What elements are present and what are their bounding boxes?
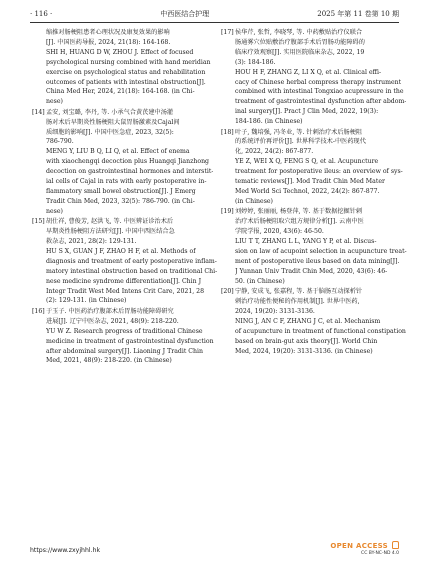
reference-line: medicine in treatment of gastrointestinal dysfunction bbox=[46, 337, 214, 345]
reference-text bbox=[46, 108, 213, 217]
reference-line: cacy of Chinese herbal compress therapy instrument bbox=[235, 78, 402, 86]
reference-number: [17] bbox=[221, 29, 234, 36]
reference-line: 2024, 19(20): 3131-3136. bbox=[235, 307, 315, 315]
reference-line: 于玉子. 中医药治疗腹部术后胃肠功能障碍研究 bbox=[46, 307, 174, 315]
reference-line: psychological nursing combined with hand meridian bbox=[46, 58, 211, 66]
reference-line: nese medicine syndrome differentiation[J]. Chin J bbox=[46, 277, 202, 285]
reference-line: 临床疗效观察[J]. 实用医院临床杂志, 2022, 19 bbox=[235, 48, 365, 56]
reference-line: 治疗术后肠梗阻取穴组方规律分析[J]. 云南中医 bbox=[235, 218, 364, 226]
reference-line: flammatory small bowel obstruction[J]. J Emerg bbox=[46, 188, 196, 195]
reference-line: Med, 2024, 19(20): 3131-3136. (in Chinese) bbox=[235, 347, 373, 355]
reference-text bbox=[235, 207, 407, 286]
reference-line: 宁静, 安成飞, 张嘉程, 等. 基于脑肠互动探析针 bbox=[235, 288, 363, 296]
reference-line: 学院学报, 2020, 43(6): 46-50. bbox=[235, 228, 324, 236]
reference-line: China Med Her, 2024, 21(18): 164-168. (in Chi- bbox=[46, 88, 195, 96]
reference-line: tematic reviews[J]. Mod Tradit Chin Med Mater bbox=[235, 178, 385, 186]
reference-line: matory intestinal obstruction based on traditional Chi- bbox=[46, 267, 218, 275]
reference-text bbox=[32, 28, 211, 107]
reference-line: (2): 129-131. (in Chinese) bbox=[46, 297, 127, 305]
reference-line: treatment of gastrointestinal dysfunction after abdom- bbox=[235, 98, 407, 106]
reference-line: after abdominal surgery[J]. Liaoning J Tradit Chin bbox=[46, 347, 203, 355]
page-number: · 116 · bbox=[30, 10, 53, 18]
reference-line: 刘婷婷, 张丽丽, 杨登萍, 等. 基于数据挖掘针刺 bbox=[235, 208, 363, 216]
reference-line: diagnosis and treatment of early postoperative inflam- bbox=[46, 257, 217, 265]
reference-text bbox=[235, 28, 406, 127]
reference-line: Med, 2021, 48(9): 218-220. (in Chinese) bbox=[46, 357, 172, 365]
reference-line: YE Z, WEI X Q, FENG S Q, et al. Acupuncture bbox=[235, 158, 379, 166]
reference-line: ment of postoperative ileus based on data mining[J]. bbox=[235, 257, 400, 265]
reference-text bbox=[235, 128, 403, 207]
reference-line: 肠对术后早期炎性肠梗阻大鼠胃肠激素及Cajal间 bbox=[46, 118, 180, 126]
reference-line: 的系统评价再评价[J]. 世界科学技术-中医药现代 bbox=[235, 138, 366, 146]
reference-line: exercise on psychological status and rehabilitation bbox=[46, 68, 206, 76]
reference-line: 侯华芹, 张哲, 李晓琴, 等. 中药敷贴治疗仪联合 bbox=[235, 29, 363, 36]
reference-text bbox=[235, 287, 406, 356]
open-access-badge bbox=[330, 541, 399, 556]
reference-line: ial cells of Cajal in rats with early postoperative in- bbox=[46, 178, 207, 186]
reference-number: [16] bbox=[32, 307, 45, 315]
journal-title: 中西医结合护理 bbox=[160, 10, 210, 18]
right-reference-column bbox=[221, 28, 407, 357]
reference-line: nese) bbox=[46, 98, 63, 106]
reference-line: decoction on gastrointestinal hormones and interstit- bbox=[46, 168, 214, 176]
reference-line: 胡仕祥, 曹俊芳, 赵洪飞, 等. 中医辨证诊治术后 bbox=[46, 218, 174, 226]
reference-line: inal surgery[J]. Pract J Clin Med, 2022, 19(3): bbox=[235, 108, 379, 116]
reference-line: 化, 2022, 24(2): 867-877. bbox=[235, 148, 314, 156]
reference-line: outcomes of patients with intestinal obstruction[J]. bbox=[46, 78, 206, 86]
reference-entry bbox=[32, 307, 214, 366]
reference-line: 786-790. bbox=[46, 138, 74, 146]
page-footer bbox=[30, 543, 399, 561]
reference-line: 孟安, 刘宝璐, 李丹, 等. 小承气合黄芪建中汤灌 bbox=[46, 108, 174, 116]
license-label: CC BY-NC-ND 4.0 bbox=[361, 551, 399, 556]
reference-line: 进展[J]. 辽宁中医杂志, 2021, 48(9): 218-220. bbox=[46, 317, 179, 325]
page-header bbox=[30, 7, 399, 21]
reference-line: Med World Sci Technol, 2022, 24(2): 867-877. bbox=[235, 188, 380, 195]
journal-url[interactable]: https://www.zxyjhhl.hk bbox=[30, 547, 101, 554]
reference-line: 50. (in Chinese) bbox=[235, 277, 285, 285]
reference-entry bbox=[32, 108, 214, 217]
reference-line: 早期炎性肠梗阻方法研究[J]. 中国中西医结合急 bbox=[46, 228, 175, 236]
reference-line: treatment for postoperative ileus: an overview of sys- bbox=[235, 168, 403, 176]
open-lock-icon bbox=[392, 541, 399, 549]
reference-line: with xiaochengqi decoction plus Huangqi Jianzhong bbox=[46, 158, 210, 166]
reference-line: HU S X, GUAN J F, ZHAO H F, et al. Methods of bbox=[46, 247, 196, 255]
reference-number: [14] bbox=[32, 108, 45, 116]
reference-line: of acupuncture in treatment of functional constipation bbox=[235, 327, 406, 335]
reference-line: 肠通雾穴位贴敷治疗腹部手术后胃肠功能障碍的 bbox=[235, 38, 365, 46]
reference-entry bbox=[221, 207, 407, 286]
reference-entry bbox=[221, 28, 407, 127]
reference-line: [J]. 中国医药导报, 2024, 21(18): 164-168. bbox=[46, 38, 171, 46]
reference-line: Integr Tradit West Med Intens Crit Care, 2021, 28 bbox=[46, 287, 205, 295]
open-access-label: OPEN ACCESS bbox=[330, 542, 389, 550]
issue-info: 2025 年第 11 卷第 10 期 bbox=[317, 10, 399, 18]
reference-number: [20] bbox=[221, 288, 234, 296]
reference-line: 叶子, 魏培强, 冯冬业, 等. 针刺治疗术后肠梗阻 bbox=[235, 128, 363, 136]
reference-line: 刺治疗功能性便秘的作用机制[J]. 世界中医药, bbox=[235, 297, 360, 305]
reference-text bbox=[46, 307, 214, 366]
reference-line: sion on law of acupoint selection in acupuncture treat- bbox=[235, 247, 407, 255]
reference-line: based on brain-gut axis theory[J]. World Chin bbox=[235, 337, 378, 345]
reference-entry bbox=[221, 128, 403, 207]
left-reference-column bbox=[32, 28, 218, 367]
reference-entry bbox=[32, 217, 218, 306]
reference-number: [15] bbox=[32, 218, 45, 226]
header-rule bbox=[30, 22, 399, 23]
reference-number: [19] bbox=[221, 208, 234, 216]
reference-line: combined with intestinal Tongxiao acupressure in the bbox=[235, 88, 404, 96]
reference-line: 184-186. (in Chinese) bbox=[235, 118, 303, 126]
reference-line: J Yunnan Univ Tradit Chin Med, 2020, 43(6): 46- bbox=[235, 267, 388, 275]
reference-entry bbox=[221, 287, 406, 356]
reference-line: MENG Y, LIU B Q, LI Q, et al. Effect of enema bbox=[46, 148, 190, 156]
reference-line: (3): 184-186. bbox=[235, 58, 276, 66]
reference-line: HOU H F, ZHANG Z, LI X Q, et al. Clinical effi- bbox=[235, 68, 382, 76]
reference-line: 质细胞的影响[J]. 中国中医急症, 2023, 32(5): bbox=[46, 128, 174, 136]
reference-number: [18] bbox=[221, 128, 234, 136]
reference-line: 救杂志, 2021, 28(2): 129-131. bbox=[46, 238, 137, 246]
reference-line: NING J, AN C F, ZHANG J C, et al. Mechanism bbox=[235, 317, 381, 325]
reference-line: SHI H, HUANG D W, ZHOU J. Effect of focused bbox=[46, 48, 194, 56]
reference-line: 缩推对肠梗阻患者心理状况及康复效果的影响 bbox=[46, 29, 170, 36]
reference-line: YU W Z. Research progress of traditional Chinese bbox=[46, 327, 203, 335]
reference-line: (in Chinese) bbox=[235, 197, 273, 205]
reference-line: LIU T T, ZHANG L L, YANG Y P, et al. Discus- bbox=[235, 238, 377, 246]
reference-entry bbox=[32, 28, 211, 107]
reference-line: Tradit Chin Med, 2023, 32(5): 786-790. (in Chi- bbox=[46, 197, 195, 205]
reference-text bbox=[46, 217, 217, 306]
reference-line: nese) bbox=[46, 207, 63, 215]
